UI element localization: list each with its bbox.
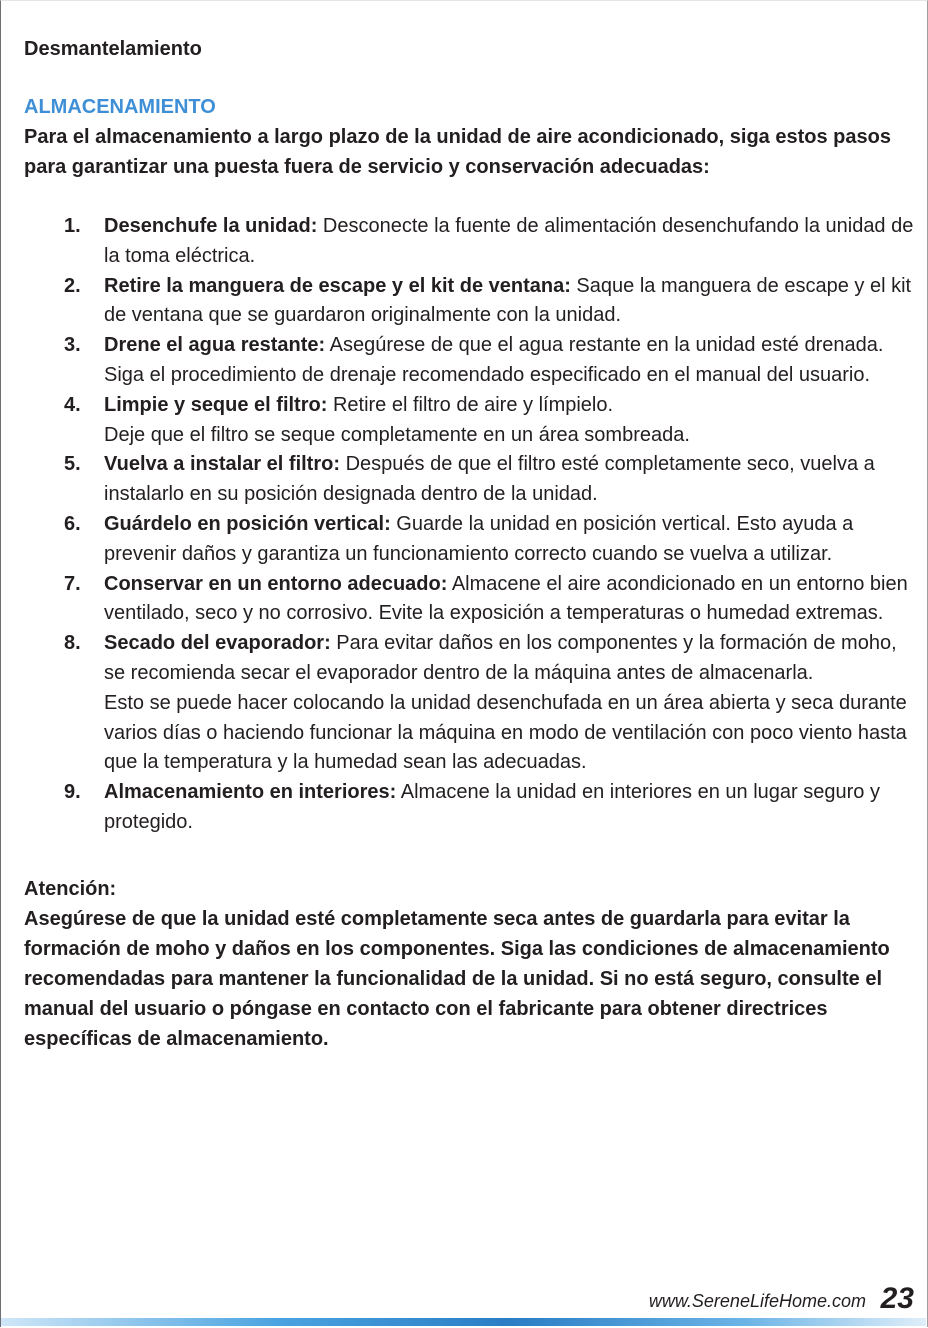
list-item xyxy=(24,450,916,510)
list-item xyxy=(24,212,916,272)
list-item xyxy=(24,778,916,838)
step-title: Vuelva a instalar el filtro: xyxy=(104,453,341,476)
step-title: Limpie y seque el filtro: xyxy=(104,393,328,416)
steps-list xyxy=(24,212,916,838)
step-title: Drene el agua restante: xyxy=(104,334,326,357)
step-text: Después de que el filtro esté completamente seco, vuelva a instalarlo en su posición designada dentro de la unidad. xyxy=(104,453,875,506)
step-title: Conservar en un entorno adecuado: xyxy=(104,572,448,595)
section-label: Desmantelamiento xyxy=(24,38,202,60)
page-content xyxy=(24,34,916,1054)
list-item xyxy=(24,331,916,391)
list-item xyxy=(24,629,916,778)
step-number: 5. xyxy=(64,453,81,476)
step-number: 2. xyxy=(64,274,81,297)
footer xyxy=(0,1268,928,1328)
list-item xyxy=(24,510,916,570)
list-item xyxy=(24,570,916,630)
storage-heading: ALMACENAMIENTO xyxy=(24,96,216,118)
page-number: 23 xyxy=(880,1282,914,1315)
step-number: 9. xyxy=(64,781,81,804)
step-text: Guarde la unidad en posición vertical. Esto ayuda a prevenir daños y garantiza un funcionamiento correcto cuando se vuelva a utilizar. xyxy=(104,512,854,565)
step-title: Retire la manguera de escape y el kit de ventana: xyxy=(104,274,571,297)
step-number: 7. xyxy=(64,572,81,595)
step-number: 1. xyxy=(64,215,81,237)
step-text: Retire el filtro de aire y límpielo. xyxy=(327,393,614,416)
step-text: Saque la manguera de escape y el kit de ventana que se guardaron originalmente con la unidad. xyxy=(104,274,912,327)
step-title: Guárdelo en posición vertical: xyxy=(104,512,391,535)
list-item xyxy=(24,391,916,451)
warning-text: Asegúrese de que la unidad esté completamente seca antes de guardarla para evitar la formación de moho y daños en los componentes. Siga las condiciones de almacenamiento recomendadas para mantener la funcionalidad de la unidad. Si no está seguro, consulte el manual del usuario o póngase en contacto con el fabricante para obtener directrices específicas de almacenamiento. xyxy=(24,907,890,1050)
step-number: 6. xyxy=(64,512,81,535)
list-item xyxy=(24,272,916,332)
step-text: Asegúrese de que el agua restante en la unidad esté drenada. Siga el procedimiento de drenaje recomendado especificado en el manual del usuario. xyxy=(104,334,884,386)
step-title: Secado del evaporador: xyxy=(104,632,331,655)
footer-website-link[interactable]: www.SereneLifeHome.com xyxy=(648,1291,866,1311)
warning-title: Atención: xyxy=(24,877,117,900)
step-text: Almacene la unidad en interiores en un lugar seguro y protegido. xyxy=(104,781,880,833)
intro-paragraph: Para el almacenamiento a largo plazo de la unidad de aire acondicionado, siga estos pasos para garantizar una puesta fuera de servicio y conservación adecuadas: xyxy=(24,126,891,178)
step-text: Desconecte la fuente de alimentación desenchufando la unidad de la toma eléctrica. xyxy=(104,215,914,267)
step-text: Para evitar daños en los componentes y la formación de moho, se recomienda secar el evaporador dentro de la máquina antes de almacenarla. xyxy=(104,632,897,684)
step-title: Almacenamiento en interiores: xyxy=(104,781,397,804)
step-number: 3. xyxy=(64,334,81,357)
step-number: 8. xyxy=(64,632,81,655)
step-number: 4. xyxy=(64,393,81,416)
footer-accent-bar xyxy=(1,1318,926,1326)
step-extra-text: Esto se puede hacer colocando la unidad desenchufada en un área abierta y seca durante varios días o haciendo funcionar la máquina en modo de ventilación con poco viento hasta que la temperatura y la humedad sean las adecuadas. xyxy=(104,691,907,774)
step-title: Desenchufe la unidad: xyxy=(104,215,318,237)
step-text: Almacene el aire acondicionado en un entorno bien ventilado, seco y no corrosivo. Evite la exposición a temperaturas o humedad extremas. xyxy=(104,572,908,625)
step-extra-text: Deje que el filtro se seque completamente en un área sombreada. xyxy=(104,423,690,446)
